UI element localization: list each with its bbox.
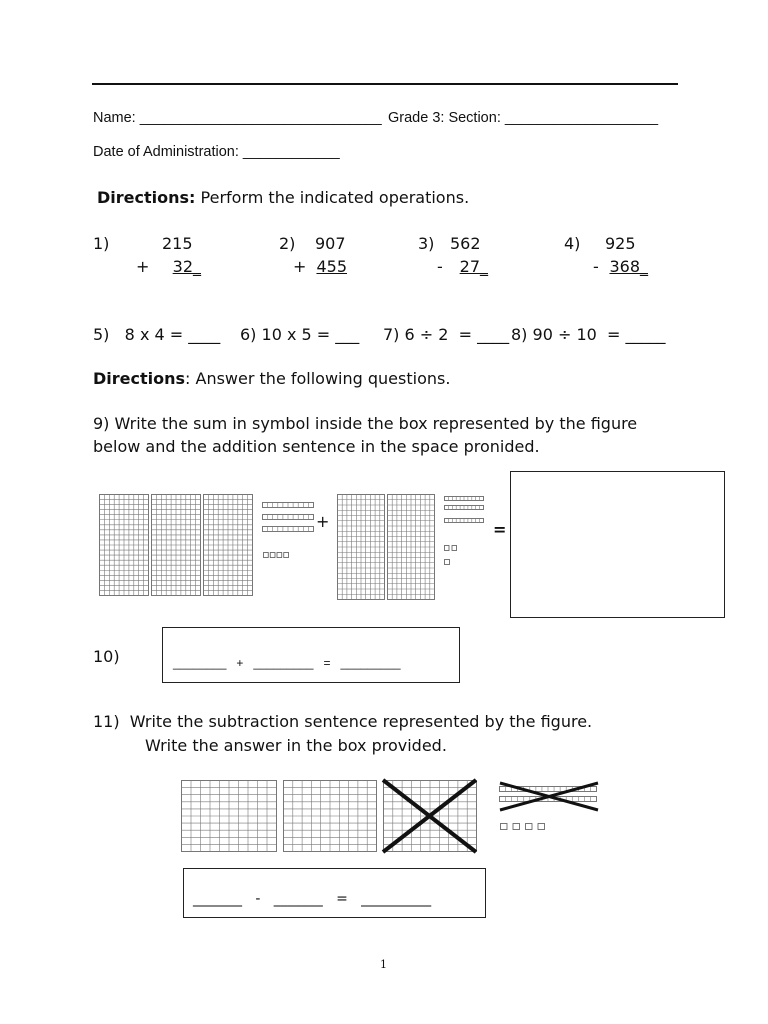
hundreds-block [151, 494, 201, 596]
problem-6: 6) 10 x 5 = ___ [240, 325, 360, 344]
tens-rod [444, 518, 484, 523]
ones-cubes [263, 552, 289, 558]
cross-out-mark [498, 780, 600, 814]
problem-top-number: 925 [605, 234, 636, 253]
name-field-label: Name: ______________________________ [93, 110, 382, 126]
subtraction-sentence-box[interactable] [183, 868, 486, 918]
plus-sign: + [316, 512, 330, 531]
page-number: 1 [380, 958, 387, 971]
problem-top-number: 562 [450, 234, 481, 253]
problem-number: 4) [564, 234, 581, 253]
directions-heading: Directions: [97, 188, 196, 207]
problem-7: 7) 6 ÷ 2 = ____ [383, 325, 510, 344]
question-9-line-2: below and the addition sentence in the space pronided. [93, 437, 540, 456]
grade-section-label: Grade 3: Section: ___________________ [388, 110, 659, 126]
hundreds-block [283, 780, 377, 852]
problem-operator: + [136, 257, 150, 276]
tens-rod [444, 505, 484, 510]
problem-operator: - [437, 257, 443, 276]
date-of-administration-label: Date of Administration: ____________ [93, 144, 340, 160]
directions-questions [93, 369, 450, 388]
question-11-line-2: Write the answer in the box provided. [145, 736, 447, 755]
addition-sentence-box[interactable] [162, 627, 460, 683]
hundreds-block [99, 494, 149, 596]
equals-sign: = [493, 520, 507, 539]
problem-operator: - [593, 257, 599, 276]
problem-bottom-number: 32_ [172, 257, 201, 276]
problem-top-number: 215 [162, 234, 193, 253]
tens-rod [262, 526, 314, 532]
problem-bottom-number: 455 [316, 257, 347, 276]
problem-5: 5) 8 x 4 = ____ [93, 325, 221, 344]
directions-operations [97, 188, 469, 207]
hundreds-block [337, 494, 385, 600]
tens-rod [444, 496, 484, 501]
problem-number: 2) [279, 234, 296, 253]
directions-text: : Answer the following questions. [185, 369, 451, 388]
top-rule [92, 83, 678, 85]
addition-sentence: ________ + _________ = _________ [173, 656, 401, 670]
ones-cubes [500, 823, 545, 830]
hundreds-block [203, 494, 253, 596]
problem-number: 1) [93, 234, 110, 253]
problem-top-number: 907 [315, 234, 346, 253]
subtraction-sentence: _______ - _______ = __________ [193, 891, 432, 907]
question-10-number: 10) [93, 647, 120, 666]
hundreds-block [181, 780, 277, 852]
ones-cubes [444, 545, 457, 551]
problem-bottom-number: 368_ [609, 257, 648, 276]
problem-bottom-number: 27_ [459, 257, 488, 276]
question-11-line-1: 11) Write the subtraction sentence represented by the figure. [93, 712, 593, 731]
hundreds-block [387, 494, 435, 600]
problem-operator: + [293, 257, 307, 276]
cross-out-mark [380, 778, 480, 856]
sum-answer-box[interactable] [510, 471, 725, 618]
question-9-line-1: 9) Write the sum in symbol inside the box represented by the figure [93, 414, 638, 433]
directions-text: Perform the indicated operations. [195, 188, 470, 207]
tens-rod [262, 502, 314, 508]
problem-number: 3) [418, 234, 435, 253]
problem-8: 8) 90 ÷ 10 = _____ [511, 325, 666, 344]
ones-cubes [444, 559, 450, 565]
directions-heading: Directions [93, 369, 186, 388]
tens-rod [262, 514, 314, 520]
